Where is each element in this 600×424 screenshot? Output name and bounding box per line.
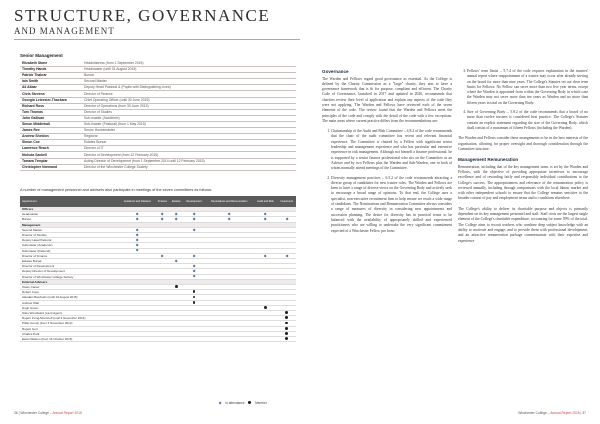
governance-item-board-size: 4. Size of Governing Body – 5.8.2 of the code recommends that a board of no more than twelve trustees is considered best practice. The College's Statutes contain an explicit statement regarding the size of the Governing Body, which shall consist of a maximum of fifteen Fellows (including the Warden).	[467, 110, 588, 131]
in-attendance-marker-icon	[136, 238, 139, 241]
attendee-name: Director of Development	[20, 264, 119, 269]
attendance-cell	[155, 337, 169, 342]
in-attendance-marker-icon	[228, 212, 231, 215]
manager-role: Director of Finance	[82, 91, 296, 97]
attendee-name: Director of Finance	[20, 253, 119, 258]
in-attendance-marker-icon	[264, 254, 267, 257]
diamond-marker-icon	[219, 401, 222, 404]
attendee-name: Submaster (Pastoral)	[20, 248, 119, 253]
attendee-name: Director of Studies	[20, 233, 119, 238]
in-attendance-marker-icon	[161, 212, 164, 215]
column-header: Academic and Pastoral	[119, 196, 155, 207]
attendee-name: Andrew Watt	[20, 300, 119, 305]
manager-name: Richard Ross	[20, 103, 82, 109]
in-attendance-marker-icon	[175, 212, 178, 215]
column-header: Finance	[155, 196, 169, 207]
footer-left-title: Winchester College	[20, 411, 49, 415]
attendee-name: Director of Winchester College Society	[20, 274, 119, 279]
governance-item-audit: 1. Chairmanship of the Audit and Risk Committee – 4.8.2 of the code recommends that the chair of the audit committee has recent and relevant financial experience. The Committee is chaired by a Fellow with significant senior leadership and management experience and who has particular and extensive experience in risk management. Although not himself a finance professional, he is supported by a senior finance professional who sits on the Committee as an Adviser and by two Fellows plus the Warden and Sub-Warden, one in both of whom normally attend meetings of the Committee.	[331, 129, 452, 171]
attendee-name: Deputy Director of Development	[20, 269, 119, 274]
in-attendance-marker-icon	[192, 275, 195, 278]
attendee-name: Estates Bursar	[20, 259, 119, 264]
attendance-cell	[205, 337, 254, 342]
in-attendance-marker-icon	[285, 218, 288, 221]
manager-name: Tamara Templar	[20, 158, 82, 164]
column-header: Audit and Risk	[254, 196, 278, 207]
member-marker-icon	[285, 337, 288, 340]
in-attendance-marker-icon	[175, 259, 178, 262]
manager-name: Andrew Sheldon	[20, 134, 82, 140]
in-attendance-marker-icon	[136, 212, 139, 215]
attendance-row	[20, 337, 296, 342]
in-attendance-marker-icon	[136, 228, 139, 231]
governance-item-term-limits: 3. Fellows' term limits – 5.7.4 of the code requires explanation in the trustees' annual report where reappointment of a trustee may occur after already serving on the board for more than nine years. The College's Statutes set out clear term limits for Fellows: No Fellow can serve more than two five year terms, except where the Warden is appointed from within the Governing Body in which case the Warden may not serve more than ten years as Warden and no more than fifteen years in total on the Governing Body.	[467, 69, 588, 106]
attendee-name: Alasdair MacAuslin (until 19 August 2015)	[20, 295, 119, 300]
manager-name: Lawrence Reach	[20, 146, 82, 152]
group-label: Management	[20, 222, 296, 227]
footer-right: Winchester College – Annual Report 2015 | 37	[518, 411, 586, 415]
attendance-cell	[170, 337, 183, 342]
in-attendance-marker-icon	[192, 212, 195, 215]
member-marker-icon	[193, 296, 196, 299]
in-attendance-marker-icon	[285, 254, 288, 257]
member-marker-icon	[285, 316, 288, 319]
in-attendance-marker-icon	[136, 249, 139, 252]
manager-role: Director of Development (from 12 February 2015)	[82, 152, 296, 158]
remuneration-para-1: Remuneration, including that of the key management team, is set by the Warden and Fellows, with the objective of providing appropriate incentives to encourage excellence and of rewarding fairly and responsibly individual contributions to the College's success. The appropriateness and relevance of the remuneration policy is reviewed annually, including through comparisons with the local labour market and with other independent schools to ensure that the College remains sensitive to the broader context of pay and employment terms and to conditions elsewhere.	[458, 164, 588, 201]
manager-name: Simon Middlehall	[20, 121, 82, 127]
manager-name: Christopher Normand	[20, 164, 82, 170]
in-attendance-marker-icon	[136, 233, 139, 236]
footer-right-title: Winchester College	[518, 411, 547, 415]
in-attendance-marker-icon	[228, 218, 231, 221]
member-marker-icon	[285, 332, 288, 335]
senior-management-table	[20, 61, 296, 171]
column-header: Development	[183, 196, 205, 207]
manager-role: Deputy Head Pastoral & (Pupils with Distinguishing Lives)	[82, 85, 296, 91]
remuneration-para-2: The College's ability to deliver its charitable purpose and objects is primarily dependent on its key management personnel and staff. Staff costs are the largest single element of the College's charitable expenditure, accounting for some 59% of the total. The College aims to recruit teachers who combine deep subject knowledge with an ability to motivate and engage, and to provide them with professional development, and an attractive remuneration package commensurate with their expertise and experience	[458, 206, 588, 243]
manager-name: Ali Akbar	[20, 85, 82, 91]
in-attendance-marker-icon	[136, 218, 139, 221]
attendee-name: Philip Goudy (from 3 November 2014)	[20, 321, 119, 326]
attendee-name: Hugh Green	[20, 305, 119, 310]
manager-role: Headmistress (from 1 September 2015)	[82, 61, 296, 67]
remuneration-heading: Management Remuneration	[458, 157, 519, 163]
in-attendance-marker-icon	[175, 218, 178, 221]
column-header: Nominations and Remuneration	[205, 196, 254, 207]
manager-name: Patrick Thakrar	[20, 73, 82, 79]
member-marker-icon	[285, 322, 288, 325]
governance-item-diversity: 2. Diversity management practices – 6.5.2 of the code recommends attracting a diverse group of candidates for new trustee roles. The Warden and Fellows are keen to have a range of diverse views on the Governing Body and actively seek to encourage a broad range of opinions. To that end, the College uses a specialist, non-executive recruitment firm to help ensure we reach a wide range of candidates. The Nominations and Remuneration Committee always considers a range of measures of diversity in considering new appointments and succession planning. The desire for diversity has in practical terms to be balanced with the availability of appropriately skilled and experienced practitioners who are willing to undertake the very significant commitment expected of a Winchester Fellow pro bono	[331, 176, 452, 234]
senior-management-heading: Senior Management	[20, 53, 63, 58]
member-marker-icon	[193, 301, 196, 304]
senior-management-row	[20, 164, 296, 170]
attendee-name: Deputy Head Pastoral	[20, 238, 119, 243]
manager-name: John Gallivan	[20, 115, 82, 121]
in-attendance-marker-icon	[192, 228, 195, 231]
page-number-left: 36	[14, 411, 18, 415]
in-attendance-marker-icon	[264, 218, 267, 221]
page-subtitle: AND MANAGEMENT	[14, 26, 115, 36]
manager-role: Director of the Winchester College Society	[82, 164, 296, 170]
right-page-column-1	[322, 69, 452, 239]
attendee-name: Second Master	[20, 227, 119, 232]
governance-heading: Governance	[322, 69, 349, 74]
member-marker-icon	[285, 311, 288, 314]
manager-name: Elizabeth Stone	[20, 61, 82, 67]
manager-role: Estates Bursar	[82, 140, 296, 146]
manager-role: Registrar	[82, 134, 296, 140]
attendee-name: Headmaster	[20, 212, 119, 217]
governance-closing: The Warden and Fellows consider these arrangements to be in the best interests of the organisation, allowing for proper oversight and thorough consideration through the Committee structure.	[458, 136, 588, 151]
manager-role: Acting Director of Development (from 1 September 2014 until 12 February 2015)	[82, 158, 296, 164]
manager-role: Sub-master (Academic)	[82, 115, 296, 121]
in-attendance-marker-icon	[192, 264, 195, 267]
column-header: Estates	[170, 196, 183, 207]
footer-right-report: Annual Report 2015	[550, 411, 580, 415]
in-attendance-marker-icon	[192, 270, 195, 273]
circle-marker-icon	[248, 401, 251, 404]
legend-member: Member	[255, 401, 267, 405]
attendee-name: Giles Woodward (Land Agent)	[20, 311, 119, 316]
footer-left-report: Annual Report 2015	[52, 411, 82, 415]
manager-name: Iain Smith	[20, 79, 82, 85]
attendance-cell	[254, 337, 278, 342]
manager-name: Nichola Sackell	[20, 152, 82, 158]
manager-role: Senior Housemaster	[82, 128, 296, 134]
manager-role: Sub-master (Pastoral) (from 1 May 2015)	[82, 121, 296, 127]
footer-left: 36 | Winchester College – Annual Report 2015	[14, 411, 82, 415]
attendee-name: Rupert Irving-Moncrieff (until 3 November 2014)	[20, 316, 119, 321]
attendance-cell	[277, 337, 296, 342]
attendance-cell	[183, 337, 205, 342]
manager-role: Second Master	[82, 79, 296, 85]
manager-role: Director of Operations (from 30 June 2015)	[82, 103, 296, 109]
committee-attendance-table	[20, 196, 296, 342]
member-marker-icon	[175, 285, 178, 288]
in-attendance-marker-icon	[192, 254, 195, 257]
legend-in-attendance: In attendance	[225, 401, 245, 405]
in-attendance-marker-icon	[136, 244, 139, 247]
column-header: Appointment	[20, 196, 119, 207]
column-header: Investment	[277, 196, 296, 207]
in-attendance-marker-icon	[192, 218, 195, 221]
attendee-name: Owen Carew	[20, 285, 119, 290]
right-page-column-2	[458, 69, 588, 249]
manager-role: Chief Operating Officer (until 30 June 2015)	[82, 97, 296, 103]
attendee-name: Submaster (Academic)	[20, 243, 119, 248]
manager-role: Director of Studies	[82, 109, 296, 115]
attendance-intro: A number of management personnel and advisers also participate in meetings of the seven committees as follows:	[20, 188, 213, 192]
manager-role: Headmaster (until 31 August 2015)	[82, 67, 296, 73]
in-attendance-marker-icon	[161, 218, 164, 221]
in-attendance-marker-icon	[161, 254, 164, 257]
attendee-name: Robert Cope	[20, 290, 119, 295]
manager-name: Georgia Leicester-Thackara	[20, 97, 82, 103]
attendee-name: Rupert Gort	[20, 326, 119, 331]
manager-name: Chris Stevens	[20, 91, 82, 97]
attendee-name: Charles Park	[20, 331, 119, 336]
page-number-right: 37	[582, 411, 586, 415]
group-label: Officers	[20, 207, 296, 212]
manager-name: Simon Coe	[20, 140, 82, 146]
attendance-legend	[216, 401, 267, 405]
attendee-name: Ewan Watson (from 16 October 2015)	[20, 337, 119, 342]
member-marker-icon	[264, 306, 267, 309]
member-marker-icon	[285, 327, 288, 330]
page-title: STRUCTURE, GOVERNANCE	[14, 6, 271, 25]
attendance-cell	[119, 337, 155, 342]
attendee-name: Bursar	[20, 217, 119, 222]
member-marker-icon	[193, 290, 196, 293]
group-label: External Advisers	[20, 279, 296, 284]
manager-name: Tom Thomas	[20, 109, 82, 115]
manager-name: James Ree	[20, 128, 82, 134]
header-rule	[14, 39, 300, 40]
governance-intro: The Warden and Fellows regard good governance as essential. As the College is defined by the Charity Commission as a "large" charity, they aim to have a governance framework that is fit for purpose, compliant and efficient. The Charity Code of Governance, launched in 2017 and updated in 2020, recommends that charities review their level of application and explain any aspects of the code they were not applying. The Warden and Fellows have reviewed each of the seven elements of the code. The review found that the Warden and Fellows meet the principles of the code and comply with the detail of the code with a few exceptions. The main areas where current practice differs from the recommendations are:	[322, 76, 452, 123]
in-attendance-marker-icon	[264, 212, 267, 215]
manager-name: Timothy Hands	[20, 67, 82, 73]
manager-role: Director of IT	[82, 146, 296, 152]
manager-role: Bursar	[82, 73, 296, 79]
